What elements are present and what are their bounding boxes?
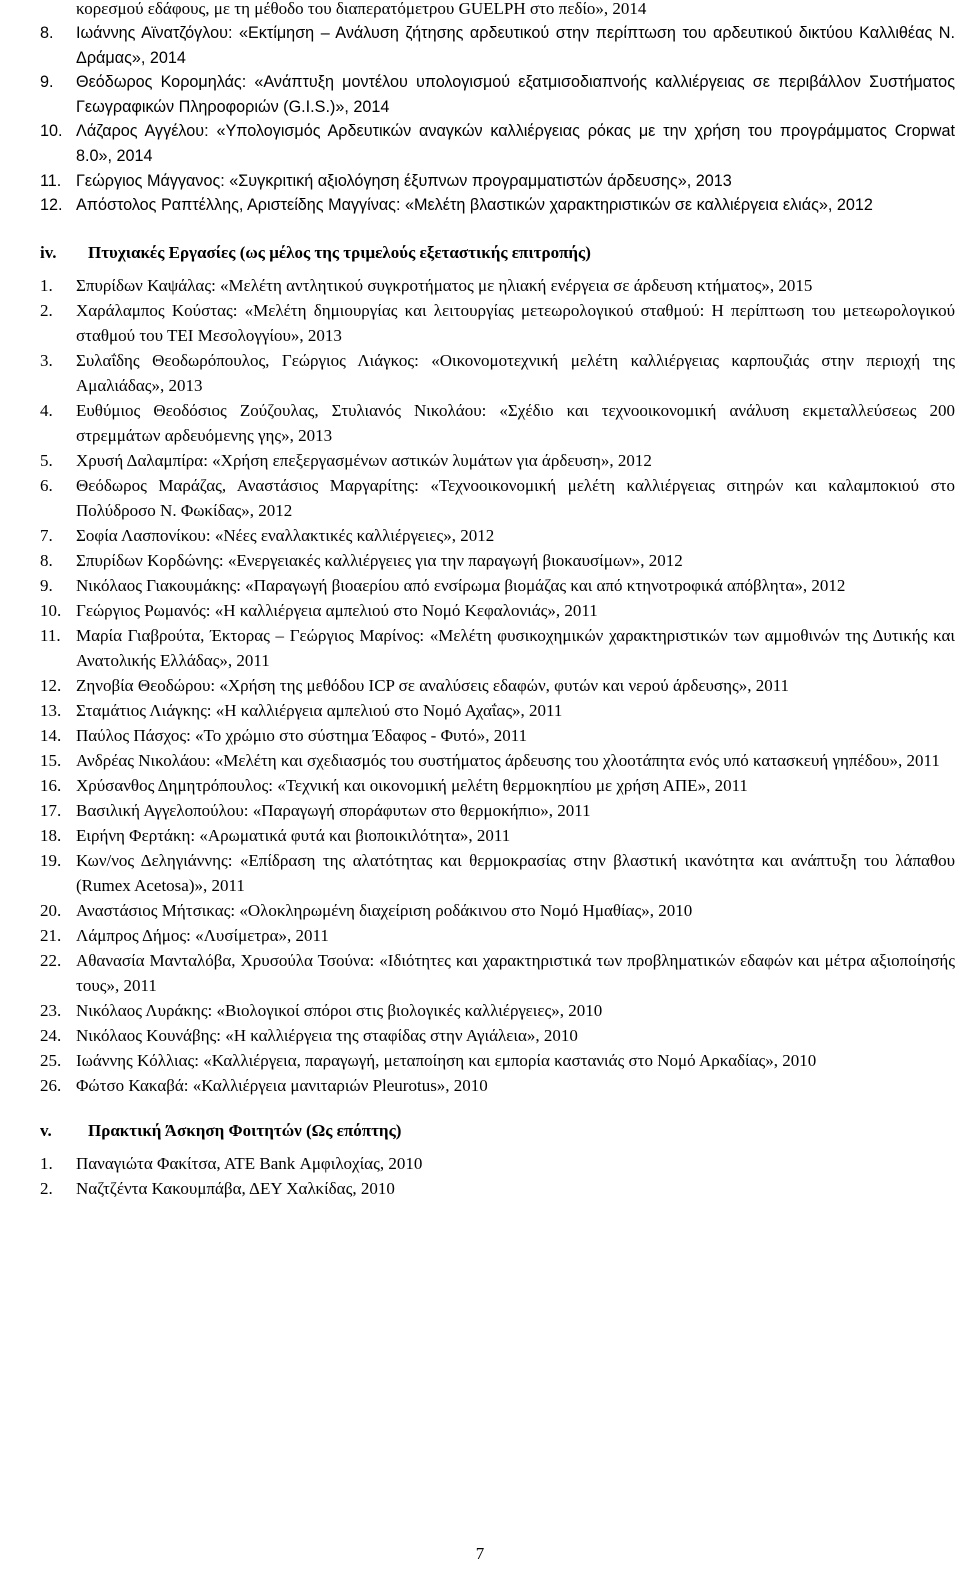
item-text: Ευθύμιος Θεοδόσιος Ζούζουλας, Στυλιανός Νικολάου: «Σχέδιο και τεχνοοικονομική ανάλυση εκμεταλλεύσεως 200 στρεμμάτων αρδευόμενης γης», 2013 (76, 400, 955, 445)
item-number: 25. (40, 1050, 62, 1070)
item-number: 12. (40, 675, 62, 695)
list-item (40, 398, 955, 448)
list-item (40, 598, 955, 623)
item-number: 9. (40, 575, 53, 595)
item-number: 21. (40, 925, 62, 945)
item-text: Λάμπρος Δήμος: «Λυσίμετρα», 2011 (76, 925, 329, 945)
item-text: Χρύσανθος Δημητρόπουλος: «Τεχνική και οικονομική μελέτη θερμοκηπίου με χρήση ΑΠΕ», 2011 (76, 775, 748, 795)
list-item (40, 21, 955, 70)
item-number: 4. (40, 400, 53, 420)
item-number: 6. (40, 475, 53, 495)
item-number: 15. (40, 750, 62, 770)
item-text: Ανδρέας Νικολάου: «Μελέτη και σχεδιασμός του συστήματος άρδευσης του χλοοτάπητα ενός υπό κατασκευή γηπέδου», 2011 (76, 750, 940, 770)
item-text: Σοφία Λασπονίκου: «Νέες εναλλακτικές καλλιέργειες», 2012 (76, 525, 495, 545)
list-item (40, 169, 955, 194)
item-number: 8. (40, 550, 53, 570)
list-item (40, 998, 955, 1023)
list-item (40, 923, 955, 948)
item-number: 17. (40, 800, 62, 820)
list-item (40, 119, 955, 168)
list-item (40, 898, 955, 923)
item-text: Λάζαρος Αγγέλου: «Υπολογισμός Αρδευτικών αναγκών καλλιέργειας ρόκας με την χρήση του προγράμματος Cropwat 8.0», 2014 (76, 122, 955, 165)
item-text: Νικόλαος Κουνάβης: «Η καλλιέργεια της σταφίδας στην Αγιάλεια», 2010 (76, 1025, 578, 1045)
item-text: Κων/νος Δεληγιάννης: «Επίδραση της αλατότητας και θερμοκρασίας στην βλαστική ικανότητα και ανάπτυξη του λάπαθου (Rumex Acetosa)», 2011 (76, 850, 955, 895)
list-item (40, 623, 955, 673)
item-text: Απόστολος Ραπτέλλης, Αριστείδης Μαγγίνας: «Μελέτη βλαστικών χαρακτηριστικών σε καλλιέργεια ελιάς», 2012 (76, 196, 873, 215)
document-page (40, 0, 955, 1201)
item-text: Μαρία Γιαβρούτα, Έκτορας – Γεώργιος Μαρίνος: «Μελέτη φυσικοχημικών χαρακτηριστικών των αμμοθινών της Δυτικής και Ανατολικής Ελλάδας», 2011 (76, 625, 955, 670)
list-item (40, 273, 955, 298)
item-number: 11. (40, 171, 62, 190)
item-text: Σπυρίδων Καψάλας: «Μελέτη αντλητικού συγκροτήματος με ηλιακή ενέργεια σε άρδευση κτήματος», 2015 (76, 275, 813, 295)
item-text: Συλαΐδης Θεοδωρόπουλος, Γεώργιος Λιάγκος: «Οικονομοτεχνική μελέτη καλλιέργειας καρπουζιάς στην περιοχή της Αμαλιάδας», 2013 (76, 350, 955, 395)
list-item (40, 523, 955, 548)
item-number: 9. (40, 73, 54, 92)
item-number: 24. (40, 1025, 62, 1045)
list-item (40, 298, 955, 348)
list-item (40, 698, 955, 723)
section-v-number: v. (40, 1120, 52, 1140)
item-text: Παναγιώτα Φακίτσα, ΑΤΕ Bank Αμφιλοχίας, 2010 (76, 1153, 423, 1173)
list-item (40, 473, 955, 523)
list-item (40, 798, 955, 823)
item-text: Γεώργιος Ρωμανός: «Η καλλιέργεια αμπελιού στο Νομό Κεφαλονιάς», 2011 (76, 600, 598, 620)
section-v-title: Πρακτική Άσκηση Φοιτητών (Ως επόπτης) (88, 1120, 402, 1140)
section-iv-title: Πτυχιακές Εργασίες (ως μέλος της τριμελούς εξεταστικής επιτροπής) (88, 242, 591, 262)
item-text: Νικόλαος Γιακουμάκης: «Παραγωγή βιοαερίου από ενσίρωμα βιομάζας και από κτηνοτροφικά απόβλητα», 2012 (76, 575, 846, 595)
item-text: Φώτσο Κακαβά: «Καλλιέργεια μανιταριών Pleurotus», 2010 (76, 1075, 488, 1095)
item-number: 14. (40, 725, 62, 745)
list-item (40, 348, 955, 398)
item-number: 1. (40, 1153, 53, 1173)
list-item (40, 723, 955, 748)
list-item (40, 673, 955, 698)
item-text: Ναζτζέντα Κακουμπάβα, ΔΕΥ Χαλκίδας, 2010 (76, 1178, 395, 1198)
item-number: 20. (40, 900, 62, 920)
item-number: 22. (40, 950, 62, 970)
list-item (40, 773, 955, 798)
item-number: 7. (40, 525, 53, 545)
item-number: 23. (40, 1000, 62, 1020)
item-number: 26. (40, 1075, 62, 1095)
list-item (40, 548, 955, 573)
item-number: 16. (40, 775, 62, 795)
item-text: Ειρήνη Φερτάκη: «Αρωματικά φυτά και βιοποικιλότητα», 2011 (76, 825, 511, 845)
item-number: 3. (40, 350, 53, 370)
item-text: Νικόλαος Λυράκης: «Βιολογικοί σπόροι στις βιολογικές καλλιέργειες», 2010 (76, 1000, 603, 1020)
list-item (40, 70, 955, 119)
item-number: 10. (40, 122, 63, 141)
item-text: Αθανασία Μανταλόβα, Χρυσούλα Τσούνα: «Ιδιότητες και χαρακτηριστικά των προβληματικών εδαφών και μέτρα αξιοποίησής τους», 2011 (76, 950, 955, 995)
section-iv-number: iv. (40, 242, 57, 262)
item-text: Χαράλαμπος Κούστας: «Μελέτη δημιουργίας και λειτουργίας μετεωρολογικού σταθμού: Η περίπτωση του μετεωρολογικού σταθμού του ΤΕΙ Μεσολογγίου», 2013 (76, 300, 955, 345)
item-number: 1. (40, 275, 53, 295)
list-item (40, 193, 955, 218)
list-item (40, 1176, 955, 1201)
list-item (40, 848, 955, 898)
section-iv-heading (40, 240, 955, 265)
item-number: 10. (40, 600, 62, 620)
list-item (40, 448, 955, 473)
section-v-heading (40, 1118, 955, 1143)
item-text: Ζηνοβία Θεοδώρου: «Χρήση της μεθόδου ICP σε αναλύσεις εδαφών, φυτών και νερού άρδευσης», 2011 (76, 675, 790, 695)
list-item (40, 748, 955, 773)
item-text: Βασιλική Αγγελοπούλου: «Παραγωγή σποράφυτων στο θερμοκήπιο», 2011 (76, 800, 591, 820)
item-number: 8. (40, 24, 54, 42)
page-number: 7 (475, 1544, 485, 1563)
item-number: 2. (40, 1178, 53, 1198)
list-item (40, 1048, 955, 1073)
section-iv-list (40, 273, 955, 1098)
item-text: Χρυσή Δαλαμπίρα: «Χρήση επεξεργασμένων αστικών λυμάτων για άρδευση», 2012 (76, 450, 652, 470)
item-number: 11. (40, 625, 61, 645)
item-text: Αναστάσιος Μήτσικας: «Ολοκληρωμένη διαχείριση ροδάκινου στο Νομό Ημαθίας», 2010 (76, 900, 693, 920)
list-item (40, 1151, 955, 1176)
list-item (40, 573, 955, 598)
item-text: Σπυρίδων Κορδώνης: «Ενεργειακές καλλιέργειες για την παραγωγή βιοκαυσίμων», 2012 (76, 550, 683, 570)
item-number: 19. (40, 850, 62, 870)
continuation-line: κορεσμού εδάφους, με τη μέθοδο του διαπερατόμετρου GUELPH στο πεδίο», 2014 (76, 0, 647, 18)
item-number: 5. (40, 450, 53, 470)
list-item (40, 1073, 955, 1098)
item-text: Παύλος Πάσχος: «Το χρώμιο στο σύστημα Έδαφος - Φυτό», 2011 (76, 725, 528, 745)
item-text: Θεόδωρος Κορομηλάς: «Ανάπτυξη μοντέλου υπολογισμού εξατμισοδιαπνοής καλλιέργειας σε περιβάλλον Συστήματος Γεωγραφικών Πληροφοριών (G.I.S.)», 2014 (76, 73, 955, 116)
item-text: Γεώργιος Μάγγανος: «Συγκριτική αξιολόγηση έξυπνων προγραμματιστών άρδευσης», 2013 (76, 171, 732, 190)
item-text: Σταμάτιος Λιάγκης: «Η καλλιέργεια αμπελιού στο Νομό Αχαΐας», 2011 (76, 700, 563, 720)
list-item (40, 948, 955, 998)
section-v-list (40, 1151, 955, 1201)
item-text: Ιωάννης Κόλλιας: «Καλλιέργεια, παραγωγή, μεταποίηση και εμπορία καστανιάς στο Νομό Αρκαδίας», 2010 (76, 1050, 817, 1070)
item-text: Ιωάννης Αϊνατζόγλου: «Εκτίμηση – Ανάλυση ζήτησης αρδευτικού στην περίπτωση του αρδευτικού δικτύου Καλλιθέας Ν. Δράμας», 2014 (76, 24, 955, 67)
item-number: 12. (40, 196, 63, 215)
item-text: Θεόδωρος Μαράζας, Αναστάσιος Μαργαρίτης: «Τεχνοοικονομική μελέτη καλλιέργειας σιτηρών και καλαμποκιού στο Πολύδροσο Ν. Φωκίδας», 2012 (76, 475, 955, 520)
list-item (40, 823, 955, 848)
item-number: 18. (40, 825, 62, 845)
item-number: 13. (40, 700, 62, 720)
top-list (40, 21, 955, 218)
list-item (40, 1023, 955, 1048)
item-number: 2. (40, 300, 53, 320)
